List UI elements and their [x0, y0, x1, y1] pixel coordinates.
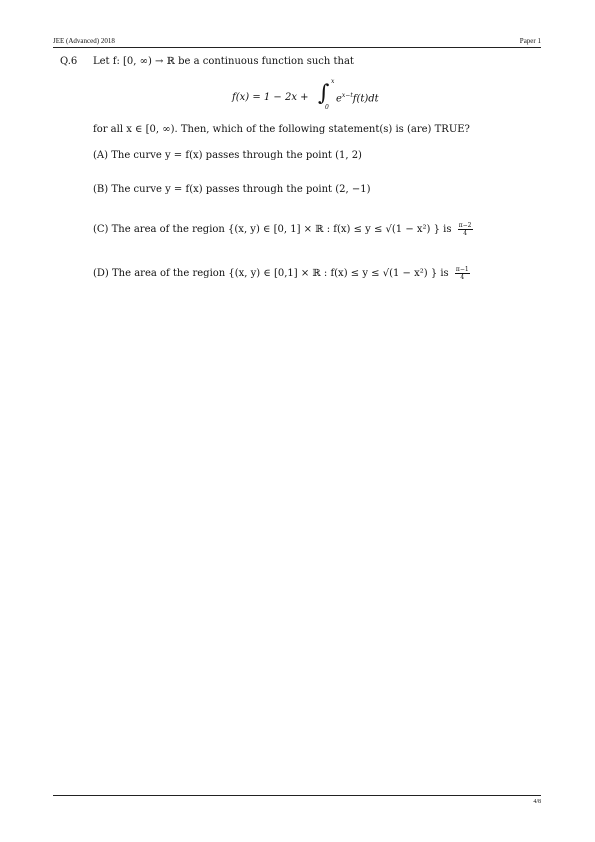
question-number: Q.6 [60, 56, 78, 67]
option-c[interactable] [93, 222, 473, 237]
integral-sign: ∫ [318, 81, 330, 106]
question-followup: for all x ∈ [0, ∞). Then, which of the following statement(s) is (are) TRUE? [93, 124, 470, 135]
integrand [336, 92, 379, 104]
option-a[interactable]: (A) The curve y = f(x) passes through the point (1, 2) [93, 150, 362, 161]
equation-lhs: f(x) = 1 − 2x + [232, 92, 309, 103]
integrand-exponent: x−t [341, 92, 353, 99]
question-stem: Let f: [0, ∞) → ℝ be a continuous function such that [93, 56, 354, 67]
option-d-frac-num: π−1 [455, 266, 469, 273]
option-d-fraction [455, 266, 470, 281]
integral-lower-limit: 0 [325, 104, 329, 111]
footer-rule [53, 795, 541, 796]
header-rule [53, 47, 541, 48]
integrand-rest: f(t)dt [352, 93, 379, 105]
option-b[interactable]: (B) The curve y = f(x) passes through the point (2, −1) [93, 184, 371, 195]
option-d-text: (D) The area of the region {(x, y) ∈ [0,1] × ℝ : f(x) ≤ y ≤ √(1 − x²) } is [93, 268, 449, 279]
option-c-frac-den: 4 [463, 230, 468, 237]
integrand-base: e [336, 93, 342, 105]
paper-label: Paper 1 [519, 37, 541, 45]
exam-title: JEE (Advanced) 2018 [53, 37, 115, 45]
page-number: 4/8 [533, 799, 541, 805]
option-d[interactable] [93, 266, 470, 281]
option-c-fraction [458, 222, 473, 237]
option-c-text: (C) The area of the region {(x, y) ∈ [0, 1] × ℝ : f(x) ≤ y ≤ √(1 − x²) } is [93, 224, 452, 235]
integral-upper-limit: x [331, 78, 335, 85]
option-d-frac-den: 4 [460, 274, 465, 281]
option-c-frac-num: π−2 [458, 222, 472, 229]
